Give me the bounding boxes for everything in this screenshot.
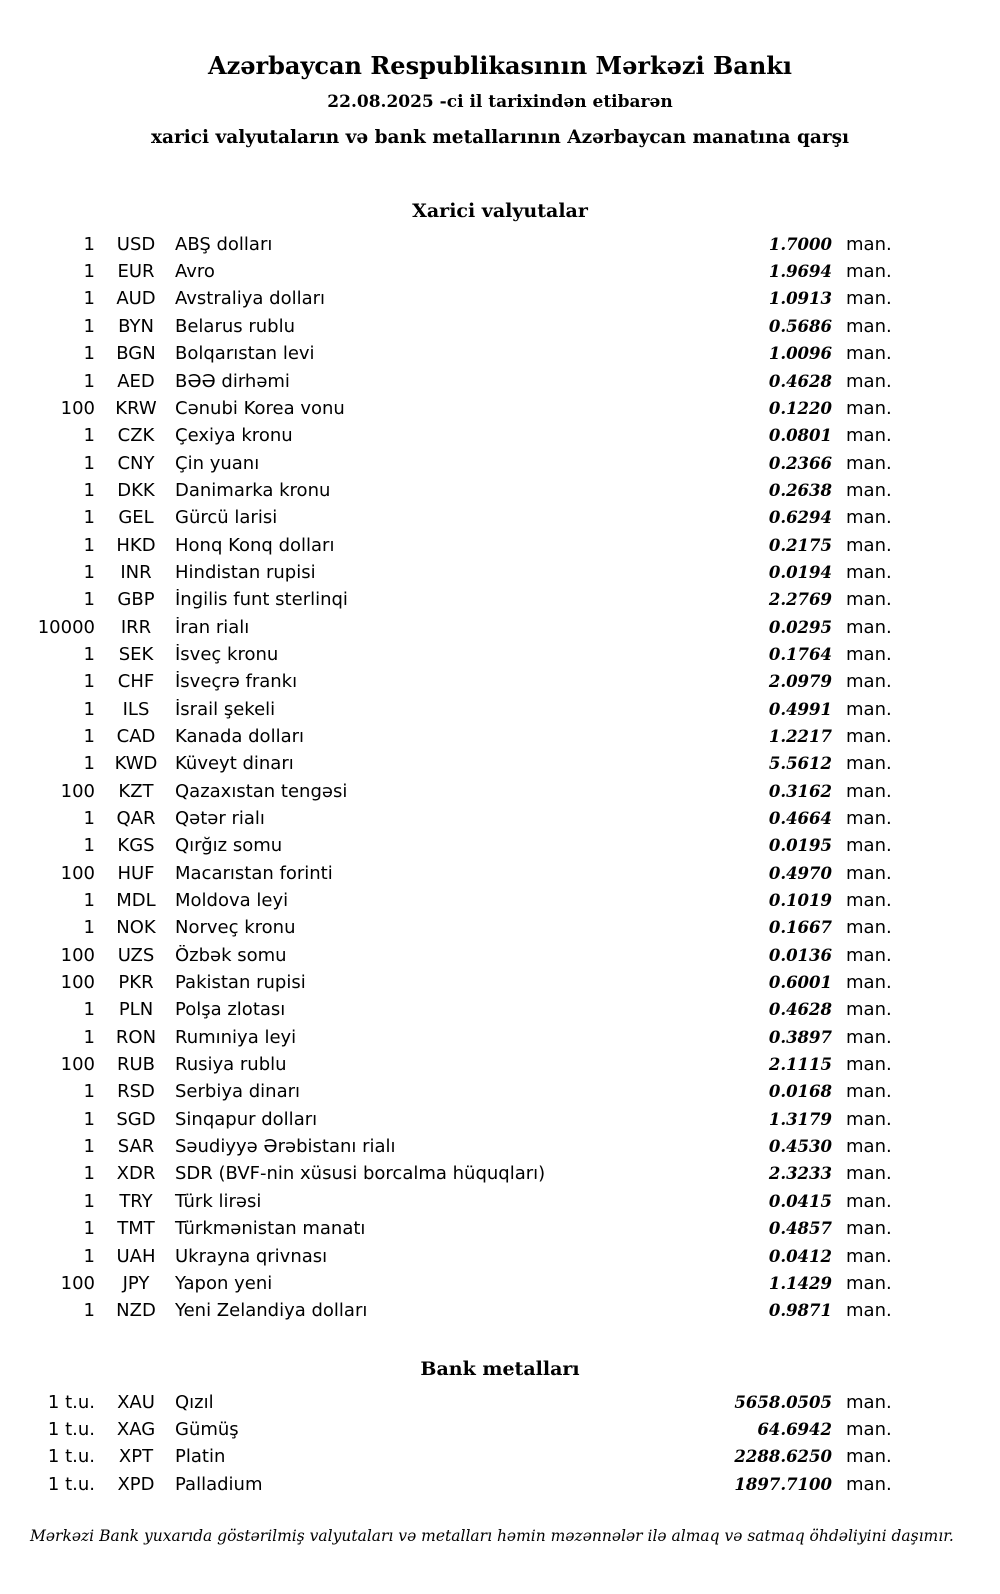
rate-value: 0.0295 [768, 617, 832, 637]
row-quantity: 1 [83, 425, 95, 447]
currency-code: AUD [116, 288, 156, 310]
currency-code: RUB [116, 1054, 156, 1076]
currency-code: IRR [120, 616, 152, 638]
currency-name: Gümüş [175, 1418, 239, 1440]
row-quantity: 1 [83, 233, 95, 255]
rate-unit: man. [846, 1163, 892, 1185]
currency-code: UZS [117, 944, 155, 966]
rate-value: 0.0194 [768, 562, 832, 582]
currency-code: CNY [117, 452, 155, 474]
currency-name: BƏƏ dirhəmi [175, 370, 290, 392]
table-row [0, 343, 1000, 370]
row-quantity: 1 t.u. [47, 1391, 95, 1413]
rate-unit: man. [846, 233, 892, 255]
currency-code: RSD [117, 1081, 155, 1103]
currency-name: Avstraliya dolları [175, 288, 326, 310]
table-row [0, 644, 1000, 671]
currency-code: XPD [117, 1473, 155, 1495]
rate-value: 0.0168 [768, 1082, 832, 1102]
currency-name: Rumıniya leyi [175, 1026, 297, 1048]
table-row [0, 1109, 1000, 1136]
currency-code: CZK [117, 425, 155, 447]
rate-value: 5.5612 [768, 754, 832, 774]
row-quantity: 100 [60, 862, 95, 884]
rate-unit: man. [846, 808, 892, 830]
rate-unit: man. [846, 725, 892, 747]
currency-code: GEL [118, 507, 154, 529]
currency-name: Platin [175, 1446, 226, 1468]
table-row [0, 1419, 1000, 1446]
table-row [0, 1300, 1000, 1327]
row-quantity: 1 [83, 589, 95, 611]
currency-name: Çin yuanı [175, 452, 260, 474]
rate-unit: man. [846, 370, 892, 392]
rate-unit: man. [846, 288, 892, 310]
rate-value: 0.9871 [768, 1301, 832, 1321]
rate-unit: man. [846, 890, 892, 912]
currency-name: Çexiya kronu [175, 425, 293, 447]
currency-code: NOK [116, 917, 156, 939]
currency-name: İsveç kronu [175, 643, 279, 665]
rate-unit: man. [846, 343, 892, 365]
rate-value: 0.4991 [768, 699, 832, 719]
currency-name: Küveyt dinarı [175, 753, 294, 775]
row-quantity: 1 [83, 1136, 95, 1158]
currency-name: Kanada dolları [175, 725, 305, 747]
rate-value: 0.4970 [768, 863, 832, 883]
rate-value: 0.4628 [768, 1000, 832, 1020]
rate-unit: man. [846, 1136, 892, 1158]
rate-value: 1.7000 [768, 234, 832, 254]
row-quantity: 1 [83, 1300, 95, 1322]
section-bank-metals [0, 1358, 1000, 1501]
row-quantity: 1 [83, 753, 95, 775]
row-quantity: 100 [60, 780, 95, 802]
row-quantity: 1 [83, 1218, 95, 1240]
rate-unit: man. [846, 780, 892, 802]
rate-value: 1.1429 [768, 1273, 832, 1293]
rate-unit: man. [846, 944, 892, 966]
rate-value: 0.4857 [768, 1219, 832, 1239]
currency-name: Qətər rialı [175, 808, 265, 830]
rate-unit: man. [846, 616, 892, 638]
currency-name: SDR (BVF-nin xüsusi borcalma hüquqları) [175, 1163, 546, 1185]
table-row [0, 1273, 1000, 1300]
table-row [0, 808, 1000, 835]
table-row [0, 917, 1000, 944]
currency-name: Hindistan rupisi [175, 561, 316, 583]
table-row [0, 398, 1000, 425]
page-header [0, 52, 1000, 148]
table-row [0, 562, 1000, 589]
table-row [0, 1246, 1000, 1273]
table-row [0, 234, 1000, 261]
row-quantity: 1 t.u. [47, 1418, 95, 1440]
rate-unit: man. [846, 1272, 892, 1294]
effective-date: 22.08.2025 -ci il tarixindən etibarən [327, 91, 673, 112]
currency-code: XPT [118, 1446, 154, 1468]
currency-name: Honq Konq dolları [175, 534, 335, 556]
row-quantity: 1 [83, 452, 95, 474]
rate-value: 0.0412 [768, 1246, 832, 1266]
rate-value: 1.9694 [768, 262, 832, 282]
row-quantity: 1 [83, 534, 95, 556]
currency-name: İsrail şekeli [175, 698, 276, 720]
rate-value: 0.0801 [768, 426, 832, 446]
currency-code: DKK [117, 479, 155, 501]
table-row [0, 999, 1000, 1026]
currency-name: Səudiyyə Ərəbistanı rialı [175, 1136, 396, 1158]
currency-name: Pakistan rupisi [175, 972, 306, 994]
currency-name: İsveçrə frankı [175, 671, 298, 693]
rate-unit: man. [846, 671, 892, 693]
currency-name: Norveç kronu [175, 917, 296, 939]
rate-unit: man. [846, 479, 892, 501]
table-row [0, 726, 1000, 753]
currency-name: Belarus rublu [175, 315, 296, 337]
row-quantity: 1 [83, 343, 95, 365]
rate-value: 1.0913 [768, 289, 832, 309]
row-quantity: 1 [83, 261, 95, 283]
currency-code: USD [116, 233, 156, 255]
currency-code: CHF [117, 671, 155, 693]
rate-value: 1.2217 [768, 726, 832, 746]
table-row [0, 1136, 1000, 1163]
currency-name: Gürcü larisi [175, 507, 278, 529]
rate-unit: man. [846, 862, 892, 884]
rate-value: 0.1764 [768, 644, 832, 664]
row-quantity: 1 [83, 725, 95, 747]
rate-value: 0.0136 [768, 945, 832, 965]
rate-unit: man. [846, 397, 892, 419]
rate-unit: man. [846, 1300, 892, 1322]
rate-value: 1897.7100 [734, 1474, 832, 1494]
currency-code: XAU [117, 1391, 155, 1413]
currency-code: SAR [117, 1136, 155, 1158]
currency-code: INR [120, 561, 152, 583]
rate-value: 0.0415 [768, 1191, 832, 1211]
row-quantity: 100 [60, 944, 95, 966]
rate-unit: man. [846, 561, 892, 583]
rate-value: 0.2175 [768, 535, 832, 555]
currency-code: KRW [115, 397, 157, 419]
rate-value: 0.2366 [768, 453, 832, 473]
table-row [0, 863, 1000, 890]
rate-unit: man. [846, 835, 892, 857]
currency-name: Türk lirəsi [175, 1190, 262, 1212]
rate-value: 0.4530 [768, 1137, 832, 1157]
rate-unit: man. [846, 452, 892, 474]
table-row [0, 1218, 1000, 1245]
rate-value: 5658.0505 [734, 1392, 832, 1412]
rate-value: 0.3162 [768, 781, 832, 801]
table-row [0, 507, 1000, 534]
row-quantity: 100 [60, 397, 95, 419]
currency-name: Moldova leyi [175, 890, 289, 912]
currency-code: PKR [118, 972, 154, 994]
rate-value: 2.0979 [768, 672, 832, 692]
table-row [0, 316, 1000, 343]
currency-name: Macarıstan forinti [175, 862, 333, 884]
rate-unit: man. [846, 1391, 892, 1413]
table-row [0, 480, 1000, 507]
row-quantity: 1 [83, 808, 95, 830]
section-foreign-currencies [0, 200, 1000, 1328]
table-row [0, 1392, 1000, 1419]
rate-value: 1.3179 [768, 1109, 832, 1129]
currency-name: İngilis funt sterlinqi [175, 589, 348, 611]
table-row [0, 1191, 1000, 1218]
rate-value: 0.2638 [768, 480, 832, 500]
row-quantity: 1 [83, 315, 95, 337]
row-quantity: 100 [60, 1272, 95, 1294]
row-quantity: 1 [83, 288, 95, 310]
currency-name: Yeni Zelandiya dolları [175, 1300, 368, 1322]
currency-name: Bolqarıstan levi [175, 343, 315, 365]
table-row [0, 371, 1000, 398]
row-quantity: 1 [83, 1190, 95, 1212]
rate-unit: man. [846, 753, 892, 775]
currency-name: Serbiya dinarı [175, 1081, 300, 1103]
table-row [0, 699, 1000, 726]
rate-value: 0.1019 [768, 891, 832, 911]
currency-code: JPY [122, 1272, 150, 1294]
row-quantity: 1 [83, 479, 95, 501]
table-row [0, 453, 1000, 480]
rate-value: 1.0096 [768, 344, 832, 364]
table-row [0, 1027, 1000, 1054]
currency-code: HUF [117, 862, 155, 884]
row-quantity: 100 [60, 972, 95, 994]
currency-code: KWD [114, 753, 158, 775]
row-quantity: 1 [83, 835, 95, 857]
rate-value: 0.1667 [768, 918, 832, 938]
rate-unit: man. [846, 1026, 892, 1048]
currency-name: Qızıl [175, 1391, 214, 1413]
currency-name: Qazaxıstan tengəsi [175, 780, 348, 802]
currency-name: Sinqapur dolları [175, 1108, 318, 1130]
currency-code: UAH [116, 1245, 156, 1267]
currency-name: Rusiya rublu [175, 1054, 287, 1076]
page-subtitle: xarici valyutaların və bank metallarının Azərbaycan manatına qarşı [150, 126, 850, 148]
rate-value: 2.1115 [768, 1055, 832, 1075]
rate-unit: man. [846, 315, 892, 337]
currency-code: BYN [118, 315, 154, 337]
row-quantity: 1 [83, 1108, 95, 1130]
row-quantity: 100 [60, 1054, 95, 1076]
row-quantity: 1 t.u. [47, 1473, 95, 1495]
table-row [0, 890, 1000, 917]
row-quantity: 1 [83, 561, 95, 583]
currency-code: KZT [118, 780, 154, 802]
row-quantity: 1 t.u. [47, 1446, 95, 1468]
row-quantity: 1 [83, 1245, 95, 1267]
currency-code: XAG [116, 1418, 156, 1440]
table-row [0, 617, 1000, 644]
bank-title: Azərbaycan Respublikasının Mərkəzi Bankı [207, 51, 793, 80]
table-row [0, 1054, 1000, 1081]
metals-table [0, 1392, 1000, 1501]
disclaimer-text: Mərkəzi Bank yuxarıda göstərilmiş valyutaları və metalları həmin məzənnələr ilə almaq və satmaq öhdəliyini daşımır. [30, 1526, 954, 1545]
currency-name: İran rialı [175, 616, 250, 638]
rate-value: 0.4664 [768, 809, 832, 829]
table-row [0, 261, 1000, 288]
rate-value: 0.3897 [768, 1027, 832, 1047]
table-row [0, 972, 1000, 999]
currency-code: EUR [117, 261, 155, 283]
currency-code: RON [115, 1026, 157, 1048]
currency-name: ABŞ dolları [175, 233, 273, 255]
rate-value: 0.5686 [768, 316, 832, 336]
rate-value: 64.6942 [757, 1419, 832, 1439]
row-quantity: 1 [83, 917, 95, 939]
table-row [0, 1163, 1000, 1190]
table-row [0, 288, 1000, 315]
rate-unit: man. [846, 1190, 892, 1212]
currency-code: AED [117, 370, 155, 392]
row-quantity: 1 [83, 507, 95, 529]
page-footer [0, 1527, 1000, 1545]
rate-value: 0.1220 [768, 398, 832, 418]
table-row [0, 535, 1000, 562]
currency-code: TMT [117, 1218, 155, 1240]
currency-code: ILS [122, 698, 150, 720]
currency-code: QAR [116, 808, 156, 830]
rate-unit: man. [846, 999, 892, 1021]
currency-code: MDL [116, 890, 156, 912]
rate-value: 2.2769 [768, 590, 832, 610]
row-quantity: 1 [83, 999, 95, 1021]
currency-code: SEK [118, 643, 154, 665]
currency-name: Qırğız somu [175, 835, 283, 857]
metals-section-heading: Bank metalları [420, 1357, 580, 1380]
table-row [0, 781, 1000, 808]
rate-value: 0.4628 [768, 371, 832, 391]
currency-code: GBP [117, 589, 155, 611]
rate-unit: man. [846, 698, 892, 720]
table-row [0, 753, 1000, 780]
currencies-section-heading: Xarici valyutalar [412, 199, 588, 222]
currency-code: TRY [119, 1190, 153, 1212]
table-row [0, 835, 1000, 862]
rate-unit: man. [846, 1108, 892, 1130]
rate-unit: man. [846, 507, 892, 529]
row-quantity: 1 [83, 643, 95, 665]
rate-value: 2.3233 [768, 1164, 832, 1184]
rate-unit: man. [846, 1245, 892, 1267]
currency-name: Ukrayna qrivnası [175, 1245, 328, 1267]
table-row [0, 671, 1000, 698]
rate-unit: man. [846, 643, 892, 665]
rate-unit: man. [846, 1081, 892, 1103]
table-row [0, 1474, 1000, 1501]
currency-name: Özbək somu [175, 944, 287, 966]
rate-value: 0.6001 [768, 973, 832, 993]
currency-code: CAD [116, 725, 156, 747]
currencies-table [0, 234, 1000, 1328]
rate-value: 0.0195 [768, 836, 832, 856]
currency-name: Türkmənistan manatı [175, 1218, 366, 1240]
rate-unit: man. [846, 425, 892, 447]
currency-name: Cənubi Korea vonu [175, 397, 345, 419]
row-quantity: 1 [83, 698, 95, 720]
currency-code: HKD [116, 534, 156, 556]
row-quantity: 1 [83, 890, 95, 912]
table-row [0, 945, 1000, 972]
rate-value: 2288.6250 [734, 1447, 832, 1467]
currency-code: SGD [116, 1108, 156, 1130]
currency-name: Danimarka kronu [175, 479, 331, 501]
rate-unit: man. [846, 917, 892, 939]
rate-unit: man. [846, 1473, 892, 1495]
table-row [0, 1081, 1000, 1108]
currency-code: NZD [116, 1300, 156, 1322]
rate-unit: man. [846, 1446, 892, 1468]
row-quantity: 1 [83, 1081, 95, 1103]
currency-code: KGS [117, 835, 155, 857]
currency-name: Avro [175, 261, 215, 283]
table-row [0, 1446, 1000, 1473]
table-row [0, 425, 1000, 452]
currency-name: Polşa zlotası [175, 999, 286, 1021]
rate-value: 0.6294 [768, 508, 832, 528]
row-quantity: 10000 [37, 616, 95, 638]
row-quantity: 1 [83, 1026, 95, 1048]
rate-unit: man. [846, 589, 892, 611]
rate-unit: man. [846, 972, 892, 994]
row-quantity: 1 [83, 671, 95, 693]
currency-code: XDR [116, 1163, 156, 1185]
currency-name: Palladium [175, 1473, 263, 1495]
table-row [0, 589, 1000, 616]
rate-unit: man. [846, 1054, 892, 1076]
rate-unit: man. [846, 534, 892, 556]
rate-unit: man. [846, 1418, 892, 1440]
currency-code: PLN [118, 999, 154, 1021]
row-quantity: 1 [83, 1163, 95, 1185]
rate-unit: man. [846, 261, 892, 283]
rate-unit: man. [846, 1218, 892, 1240]
row-quantity: 1 [83, 370, 95, 392]
currency-name: Yapon yeni [175, 1272, 273, 1294]
currency-code: BGN [116, 343, 156, 365]
